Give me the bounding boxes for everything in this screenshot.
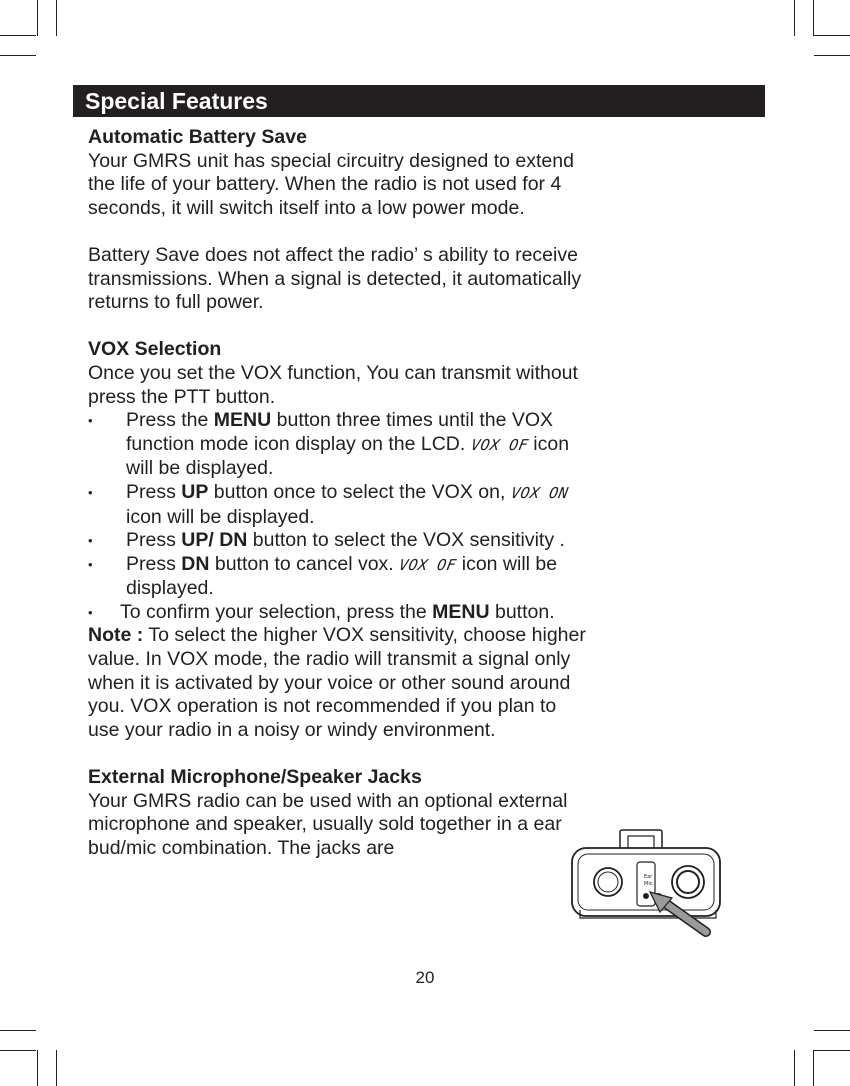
note-label: Note : <box>88 624 144 647</box>
list-item: • Press the MENU button three times until the VOX function mode icon display on the LCD. VOX OF icon will be displayed. <box>88 409 570 480</box>
battery-save-heading: Automatic Battery Save <box>88 126 307 148</box>
list-item: • Press UP button once to select the VOX on, VOX ON icon will be displayed. <box>88 480 570 528</box>
external-jacks-heading: External Microphone/Speaker Jacks <box>88 766 422 789</box>
bullet-icon: • <box>88 556 93 572</box>
list-item: • Press DN button to cancel vox. VOX OF icon will be displayed. <box>88 552 558 600</box>
crop-mark <box>794 1050 795 1086</box>
radio-jacks-illustration <box>566 826 730 942</box>
crop-mark <box>37 0 38 36</box>
crop-mark <box>794 0 795 36</box>
crop-mark <box>0 1050 36 1051</box>
external-jacks-paragraph: Your GMRS radio can be used with an optional external microphone and speaker, usually sold together in a ear bud/mic combination. The jacks are <box>88 789 568 859</box>
vox-steps-list <box>88 409 588 624</box>
crop-mark <box>814 35 850 36</box>
lcd-vox-off-indicator: VOX OF <box>469 435 530 454</box>
crop-mark <box>56 0 57 36</box>
bullet-icon: • <box>88 533 93 549</box>
main-content <box>88 126 588 860</box>
bullet-icon: • <box>88 604 93 620</box>
page-number: 20 <box>415 968 435 987</box>
vox-selection-heading: VOX Selection <box>88 338 222 361</box>
bullet-icon: • <box>88 413 93 429</box>
crop-mark <box>56 1050 57 1086</box>
crop-mark <box>813 0 814 36</box>
svg-text:Ear: Ear <box>644 874 653 880</box>
vox-intro: Once you set the VOX function, You can transmit without press the PTT button. <box>88 361 578 408</box>
lcd-vox-on-indicator: VOX ON <box>509 483 570 502</box>
crop-mark <box>814 1030 850 1031</box>
list-item: • Press UP/ DN button to select the VOX sensitivity . <box>88 529 565 552</box>
crop-mark <box>813 1050 814 1086</box>
crop-mark <box>0 35 36 36</box>
crop-mark <box>37 1050 38 1086</box>
battery-save-paragraph-1: Your GMRS unit has special circuitry designed to extend the life of your battery. When the radio is not used for 4 seconds, it will switch itself into a low power mode. <box>88 149 574 219</box>
vox-note: Note : To select the higher VOX sensitivity, choose higher value. In VOX mode, the radio will transmit a signal only when it is activated by your voice or other sound around you. VOX operation is not recommended if you plan to use your radio in a noisy or windy environment. <box>88 624 586 741</box>
svg-text:Mic: Mic <box>644 881 653 887</box>
section-banner <box>73 85 765 117</box>
crop-mark <box>814 55 850 56</box>
bullet-icon: • <box>88 484 93 500</box>
page-title: Special Features <box>85 88 268 114</box>
list-item: • To confirm your selection, press the MENU button. <box>88 600 555 623</box>
crop-mark <box>0 55 36 56</box>
crop-mark <box>814 1050 850 1051</box>
jack-icon <box>643 893 649 899</box>
battery-save-paragraph-2: Battery Save does not affect the radio’ s ability to receive transmissions. When a signal is detected, it automatically returns to full power. <box>88 243 582 314</box>
crop-mark <box>0 1030 36 1031</box>
lcd-vox-off-indicator: VOX OF <box>397 555 459 574</box>
